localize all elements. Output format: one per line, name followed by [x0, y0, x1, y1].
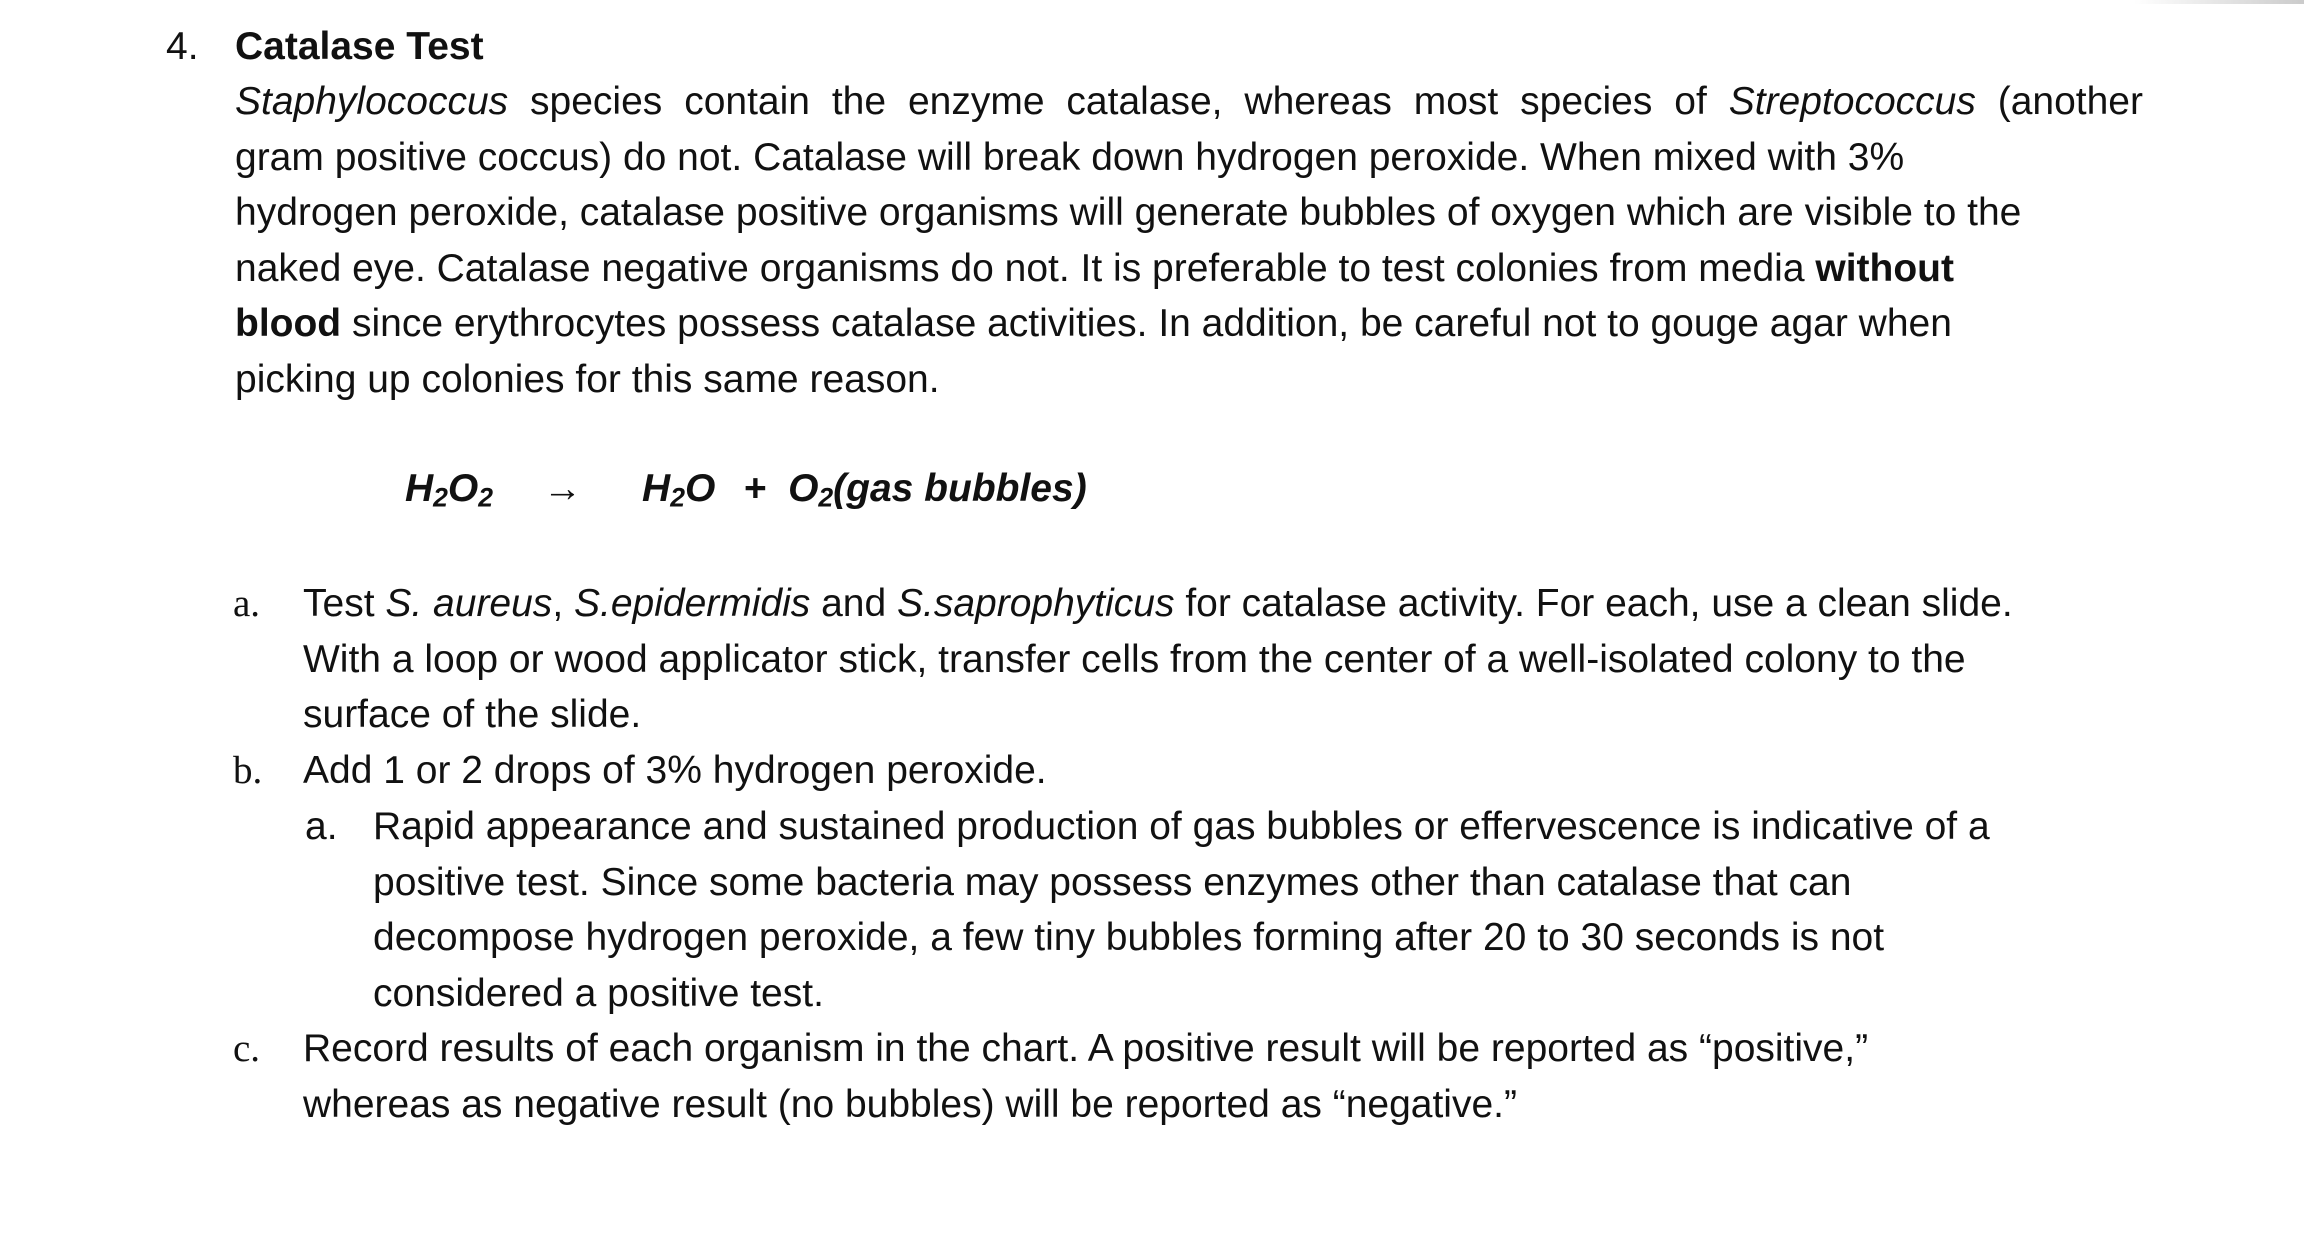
list-marker: a.: [305, 805, 338, 848]
emphasis-text: without: [1815, 246, 1954, 290]
intro-line: Staphylococcus species contain the enzyme catalase, whereas most species of Streptococcus (another: [235, 80, 2143, 123]
list-item-body: [373, 799, 1990, 1021]
genus-name: Streptococcus: [1728, 80, 1976, 123]
intro-line: gram positive coccus) do not. Catalase will break down hydrogen peroxide. When mixed with 3%: [235, 135, 1905, 179]
intro-line: naked eye. Catalase negative organisms do not. It is preferable to test colonies from media without: [235, 246, 1954, 290]
list-item-line: Test S. aureus, S.epidermidis and S.saprophyticus for catalase activity. For each, use a clean slide.: [303, 582, 2013, 625]
intro-line: picking up colonies for this same reason.: [235, 357, 940, 401]
equation-product-oxygen: $O_2(gas$ bubbles): [788, 467, 1087, 513]
list-item-line: Rapid appearance and sustained production of gas bubbles or effervescence is indicative of a: [373, 805, 1990, 848]
list-item-line: With a loop or wood applicator stick, transfer cells from the center of a well-isolated colony to the: [303, 637, 1966, 681]
page-corner-shadow: [2134, 0, 2304, 4]
list-item-line: positive test. Since some bacteria may possess enzymes other than catalase that can: [373, 860, 1852, 904]
list-item-line: considered a positive test.: [373, 971, 824, 1015]
list-item-body: [303, 743, 1047, 799]
intro-line: hydrogen peroxide, catalase positive organisms will generate bubbles of oxygen which are visible to the: [235, 191, 2022, 234]
genus-name: Staphylococcus: [235, 80, 509, 123]
emphasis-text: blood: [235, 302, 342, 345]
equation-product-water: $H_2O$: [642, 467, 716, 513]
equation-reactant: $H_2O_2$: [405, 467, 494, 513]
list-item-line: Add 1 or 2 drops of 3% hydrogen peroxide.: [303, 749, 1047, 792]
species-name: S.saprophyticus: [897, 582, 1175, 625]
list-item-line: whereas as negative result (no bubbles) will be reported as “negative.”: [303, 1082, 1517, 1126]
list-marker: a.: [233, 582, 261, 625]
species-name: S. aureus: [385, 582, 553, 625]
list-item-body: [303, 576, 2013, 743]
equation-plus: +: [743, 467, 767, 510]
list-item-line: surface of the slide.: [303, 693, 642, 736]
list-item-line: Record results of each organism in the chart. A positive result will be reported as “positive,”: [303, 1027, 1869, 1070]
list-marker: c.: [233, 1027, 261, 1070]
section-title: Catalase Test: [235, 25, 484, 68]
list-item-line: decompose hydrogen peroxide, a few tiny bubbles forming after 20 to 30 seconds is not: [373, 916, 1885, 959]
species-name: S.epidermidis: [573, 582, 811, 625]
list-marker: b.: [233, 749, 263, 792]
section-number: 4.: [166, 25, 199, 68]
chemical-equation: [405, 461, 1087, 517]
right-arrow-icon: →: [543, 467, 583, 510]
intro-line: blood since erythrocytes possess catalase activities. In addition, be careful not to gouge agar when: [235, 302, 1952, 345]
intro-paragraph: [235, 74, 2143, 407]
list-item-body: [303, 1021, 1868, 1132]
